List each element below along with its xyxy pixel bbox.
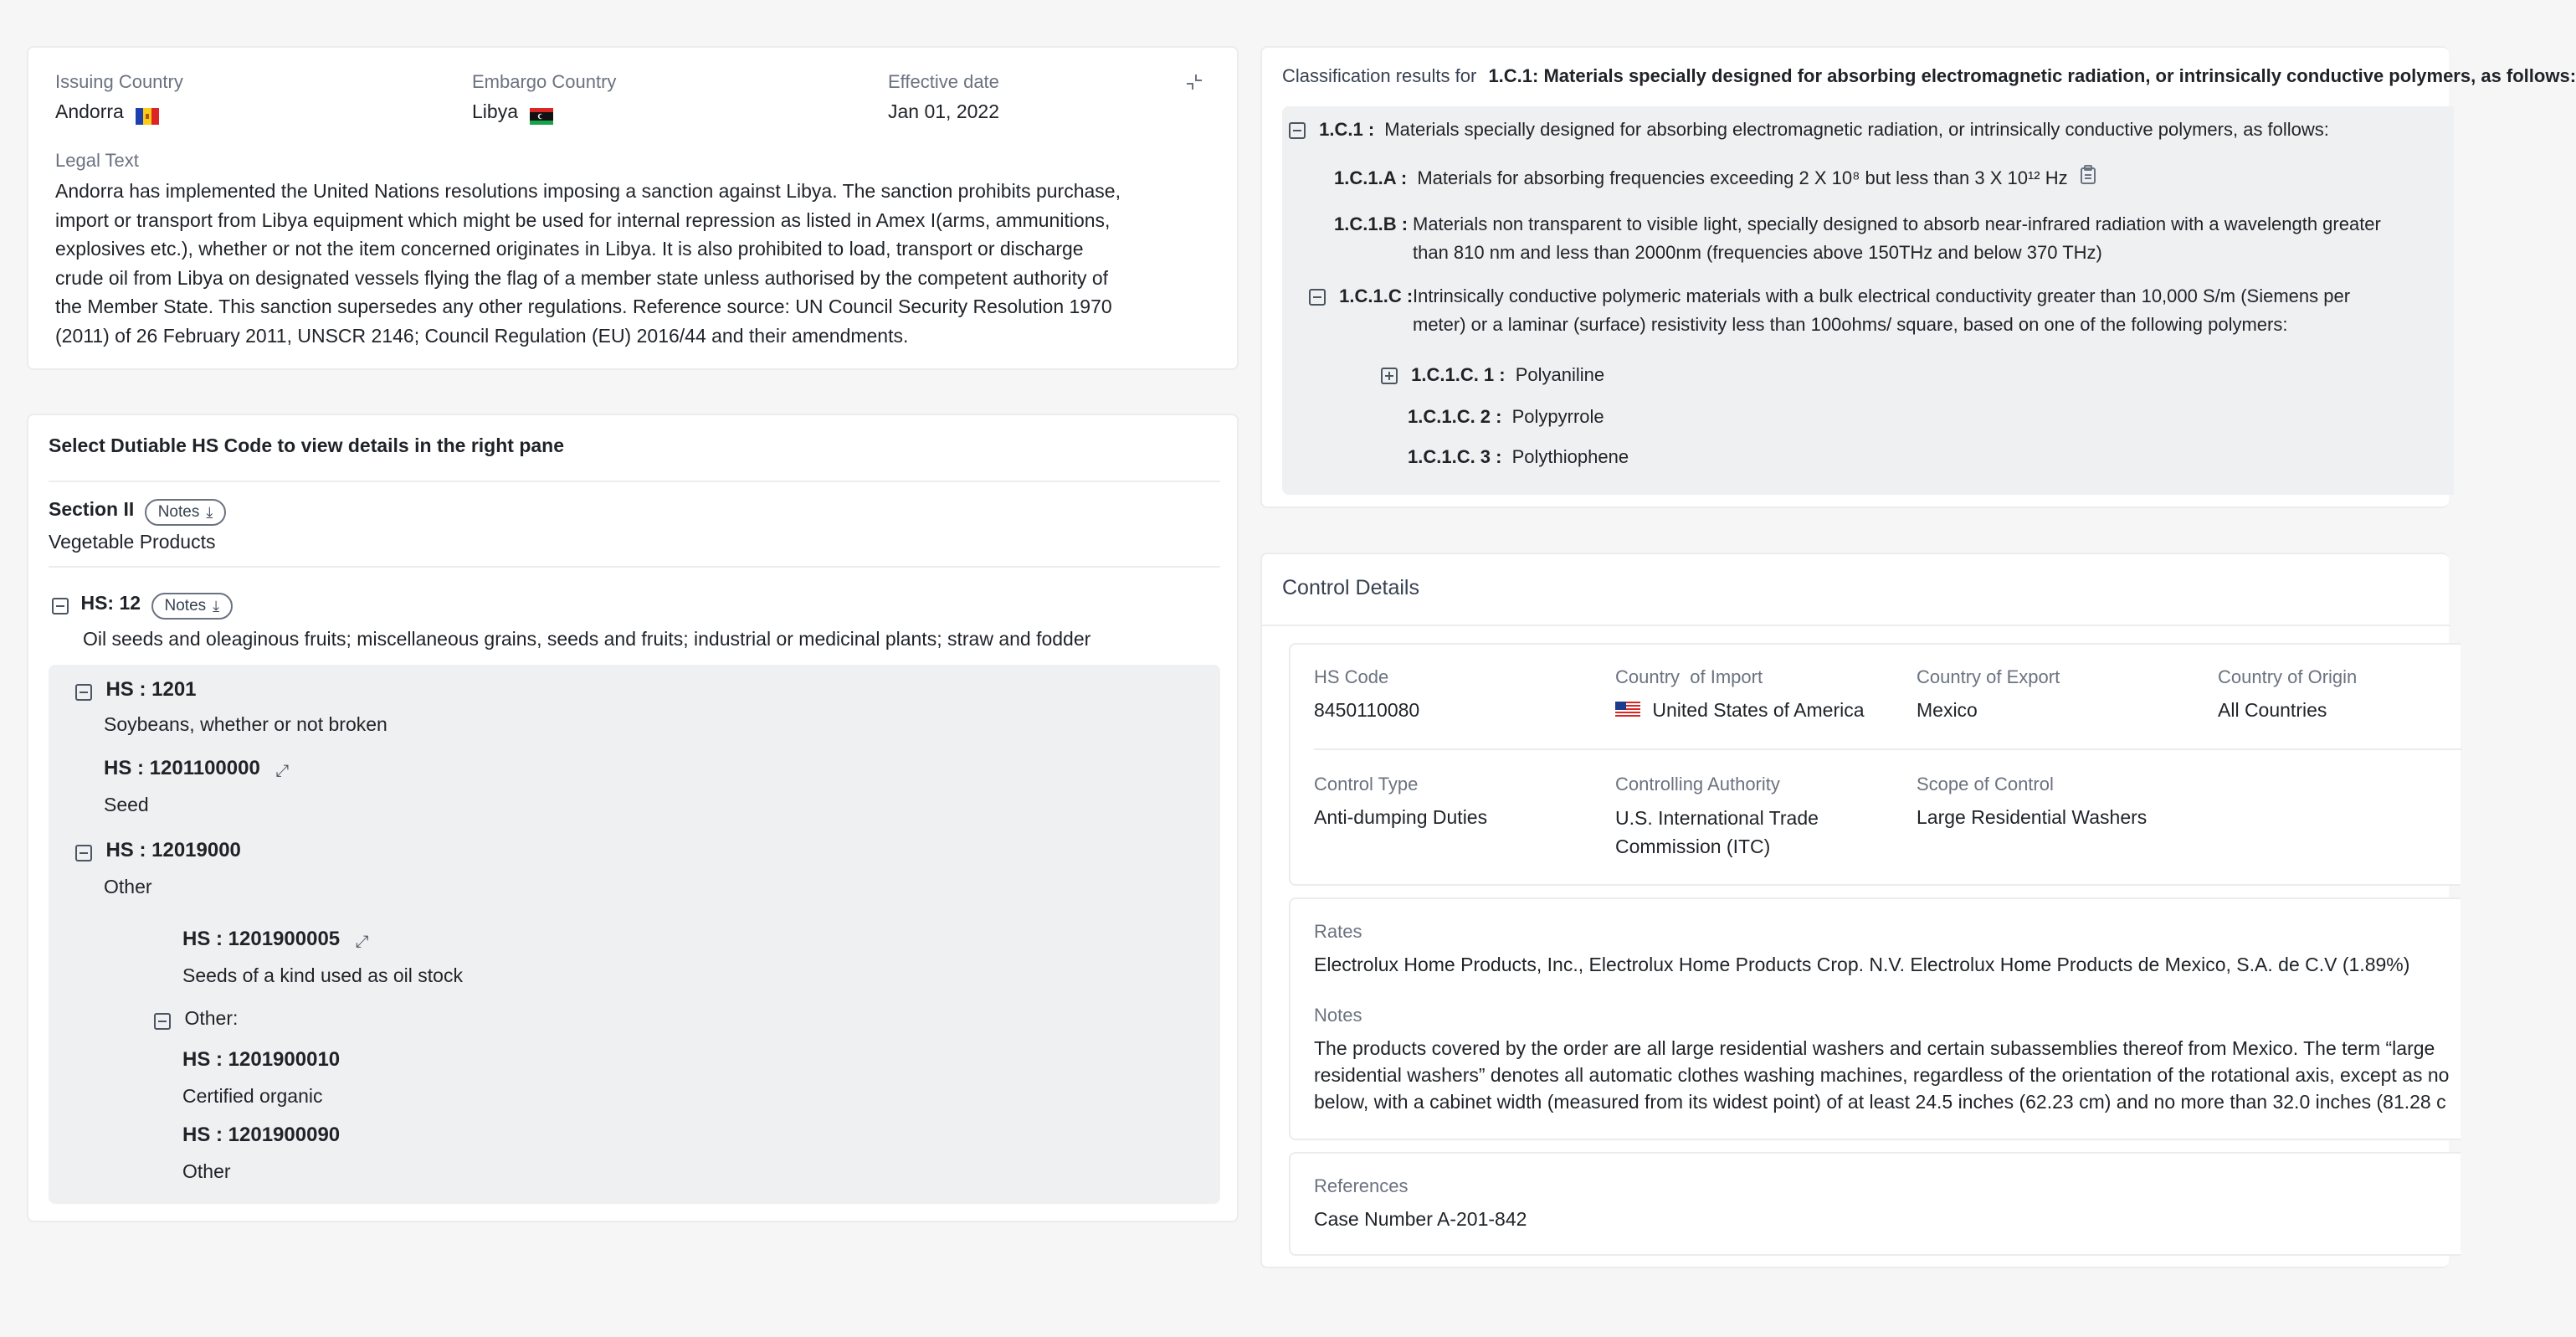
tree-node[interactable] xyxy=(104,753,289,786)
expand-toggle-icon[interactable] xyxy=(1381,368,1398,384)
section-label: Section II xyxy=(49,498,135,520)
class-code: 1.C.1.C. 2 : xyxy=(1408,406,1502,427)
collapse-icon[interactable] xyxy=(1183,71,1205,93)
hs-pane-title: Select Dutiable HS Code to view details in the right pane xyxy=(49,435,565,456)
andorra-flag-icon xyxy=(136,105,159,121)
chapter-code: HS: 12 xyxy=(80,592,141,614)
chapter-notes-button[interactable] xyxy=(151,593,233,620)
divider xyxy=(1262,625,2450,626)
class-code: 1.C.1.C. 1 : xyxy=(1411,364,1506,385)
control-summary-box xyxy=(1289,643,2461,886)
expand-icon[interactable]: ⤢ xyxy=(355,932,369,951)
divider xyxy=(49,481,1220,482)
notes-line: residential washers” denotes all automatic clothes washing machines, regardless of the orientation of the rotational axis, except as no xyxy=(1314,1064,2450,1086)
embargo-card xyxy=(27,46,1239,370)
node-desc: Seeds of a kind used as oil stock xyxy=(182,964,463,986)
tree-node[interactable] xyxy=(75,836,241,868)
export-country-label: Country of Export xyxy=(1917,666,2060,687)
node-desc: Other xyxy=(182,1160,231,1182)
notes-text xyxy=(1314,1035,2449,1115)
download-icon: ⤓ xyxy=(206,503,213,521)
references-box xyxy=(1289,1152,2461,1256)
class-text: than 810 nm and less than 2000nm (frequencies above 150THz and below 370 THz) xyxy=(1413,242,2102,263)
legal-text xyxy=(55,177,1210,350)
node-code: HS : 12019000 xyxy=(105,839,241,861)
class-node[interactable] xyxy=(1309,282,1413,311)
class-text: Polyaniline xyxy=(1515,364,1605,385)
class-text: Intrinsically conductive polymeric materials with a bulk electrical conductivity greater than 10,000 S/m (Siemens per xyxy=(1413,285,2351,306)
chapter-desc: Oil seeds and oleaginous fruits; miscellaneous grains, seeds and fruits; industrial or medicinal plants; straw and fodder xyxy=(83,628,1091,650)
effective-date-label: Effective date xyxy=(888,71,999,92)
class-text: Polythiophene xyxy=(1511,446,1629,467)
hs-tree xyxy=(49,665,1220,1204)
effective-date-value: Jan 01, 2022 xyxy=(888,100,1000,122)
rates-notes-box xyxy=(1289,897,2461,1140)
notes-line: The products covered by the order are all large residential washers and certain subassemblies thereof from Mexico. The term “large xyxy=(1314,1037,2435,1059)
class-node[interactable] xyxy=(1408,403,1604,431)
section-notes-button[interactable] xyxy=(145,499,227,526)
node-desc: Other xyxy=(104,876,152,897)
rates-value: Electrolux Home Products, Inc., Electrolux Home Products Crop. N.V. Electrolux Home Products de Mexico, S.A. de C.V (1.89%) xyxy=(1314,954,2410,975)
hs-code-pane xyxy=(27,414,1239,1222)
chapter-header xyxy=(52,588,233,621)
issuing-country-value xyxy=(55,98,159,125)
references-label: References xyxy=(1314,1175,1409,1196)
embargo-country-value xyxy=(472,98,553,125)
export-country-value: Mexico xyxy=(1917,699,1978,721)
class-text: Materials non transparent to visible light, specially designed to absorb near-infrared radiation with a wavelength greater xyxy=(1413,213,2381,234)
legal-line: the Member State. This sanction supersedes any other regulations. Reference source: UN Council Security Resolution 1970 xyxy=(55,296,1112,317)
class-text: meter) or a laminar (surface) resistivity less than 100ohms/ square, based on one of the following polymers: xyxy=(1413,314,2288,335)
class-node[interactable] xyxy=(1334,210,1408,239)
expand-icon[interactable]: ⤢ xyxy=(275,761,290,780)
issuing-country-label: Issuing Country xyxy=(55,71,183,92)
embargo-country-text: Libya xyxy=(472,100,518,122)
node-code: HS : 1201900005 xyxy=(182,928,341,950)
hs-code-value: 8450110080 xyxy=(1314,699,1420,721)
classification-card xyxy=(1260,46,2576,508)
collapse-toggle-icon[interactable] xyxy=(1309,289,1326,306)
authority-line: U.S. International Trade xyxy=(1615,807,1819,829)
control-type-label: Control Type xyxy=(1314,774,1419,794)
node-desc: Certified organic xyxy=(182,1085,323,1107)
collapse-toggle-icon[interactable] xyxy=(75,684,92,701)
tree-node[interactable] xyxy=(182,924,369,957)
node-code: HS : 1201900010 xyxy=(182,1048,341,1071)
node-desc: Soybeans, whether or not broken xyxy=(104,713,387,735)
control-type-value: Anti-dumping Duties xyxy=(1314,806,1488,828)
libya-flag-icon xyxy=(530,105,553,121)
import-country-label: Country of Import xyxy=(1615,666,1763,687)
tree-node[interactable] xyxy=(154,1003,238,1036)
class-code: 1.C.1.A : xyxy=(1334,167,1408,188)
scope-label: Scope of Control xyxy=(1917,774,2054,794)
origin-country-label: Country of Origin xyxy=(2218,666,2358,687)
classification-prefix: Classification results for xyxy=(1282,65,1477,86)
authority-value xyxy=(1615,804,1819,861)
section-desc: Vegetable Products xyxy=(49,531,216,553)
divider xyxy=(1314,748,2462,750)
tree-node[interactable] xyxy=(75,675,197,707)
node-label: Other: xyxy=(184,1007,239,1029)
class-node[interactable] xyxy=(1381,361,1604,389)
section-header xyxy=(49,494,226,527)
legal-line: import or transport from Libya equipment which might be used for internal repression as listed in Amex I(arms, ammunitions, xyxy=(55,208,1111,231)
tree-node[interactable] xyxy=(182,1045,340,1077)
classification-heading xyxy=(1282,63,2576,90)
us-flag-icon xyxy=(1615,698,1640,725)
legal-text-label: Legal Text xyxy=(55,150,139,171)
legal-line: explosives etc.), whether or not the item concerned originates in Libya. It is also prohibited to load, transport or discharge xyxy=(55,238,1084,260)
embargo-country-label: Embargo Country xyxy=(472,71,617,92)
origin-country-value: All Countries xyxy=(2218,699,2327,721)
class-code: 1.C.1 : xyxy=(1319,119,1375,140)
clipboard-icon[interactable] xyxy=(2080,164,2096,194)
class-text: Materials specially designed for absorbing electromagnetic radiation, or intrinsically conductive polymers, as follows: xyxy=(1384,119,2329,140)
collapse-toggle-icon[interactable] xyxy=(1289,122,1306,139)
class-text: Polypyrrole xyxy=(1511,406,1604,427)
legal-line: (2011) of 26 February 2011, UNSCR 2146; Council Regulation (EU) 2016/44 and their amendments. xyxy=(55,324,909,347)
legal-line: Andorra has implemented the United Nations resolutions imposing a sanction against Libya. The sanction prohibits purchase, xyxy=(55,180,1121,202)
import-country-text: United States of America xyxy=(1652,699,1865,721)
class-text: Materials for absorbing frequencies exceeding 2 X 10⁸ but less than 3 X 10¹² Hz xyxy=(1417,167,2068,188)
class-node[interactable] xyxy=(1408,443,1629,471)
tree-node[interactable] xyxy=(182,1120,340,1153)
notes-label: Notes xyxy=(157,502,200,521)
issuing-country-text: Andorra xyxy=(55,100,124,122)
authority-line: Commission (ITC) xyxy=(1615,836,1771,857)
hs-code-label: HS Code xyxy=(1314,666,1389,687)
download-icon: ⤓ xyxy=(213,597,220,615)
node-desc: Seed xyxy=(104,794,149,815)
class-node[interactable] xyxy=(1289,115,2329,145)
class-code: 1.C.1.B : xyxy=(1334,213,1409,234)
rates-label: Rates xyxy=(1314,921,1362,942)
import-country-value xyxy=(1615,697,1865,725)
notes-line: below, with a cabinet width (measured from its widest point) of at least 24.5 inches (62.23 cm) and no more than 32.0 inches (81.28 c xyxy=(1314,1091,2446,1113)
class-node[interactable] xyxy=(1334,163,2096,194)
control-details-card xyxy=(1260,553,2449,1268)
control-details-title: Control Details xyxy=(1282,576,1419,599)
class-text-block xyxy=(1413,282,2350,339)
class-text-block xyxy=(1413,210,2381,267)
scope-value: Large Residential Washers xyxy=(1917,806,2148,828)
class-code: 1.C.1.C. 3 : xyxy=(1408,446,1502,467)
divider xyxy=(49,566,1220,568)
class-code: 1.C.1.C : xyxy=(1339,285,1414,306)
references-value: Case Number A-201-842 xyxy=(1314,1208,1527,1230)
legal-line: crude oil from Libya on designated vessels flying the flag of a member state unless authorised by the competent authority of xyxy=(55,266,1109,289)
node-code: HS : 1201 xyxy=(105,678,197,701)
collapse-toggle-icon[interactable] xyxy=(154,1013,171,1030)
authority-label: Controlling Authority xyxy=(1615,774,1780,794)
node-code: HS : 1201900090 xyxy=(182,1124,341,1146)
classification-title: 1.C.1: Materials specially designed for absorbing electromagnetic radiation, or intrinsically conductive polymers, as follows: xyxy=(1488,65,2576,86)
collapse-toggle-icon[interactable] xyxy=(52,598,69,615)
classification-tree xyxy=(1282,106,2454,495)
node-code: HS : 1201100000 xyxy=(104,757,260,779)
notes-label: Notes xyxy=(164,596,207,615)
notes-label: Notes xyxy=(1314,1005,1362,1026)
collapse-toggle-icon[interactable] xyxy=(75,845,92,861)
